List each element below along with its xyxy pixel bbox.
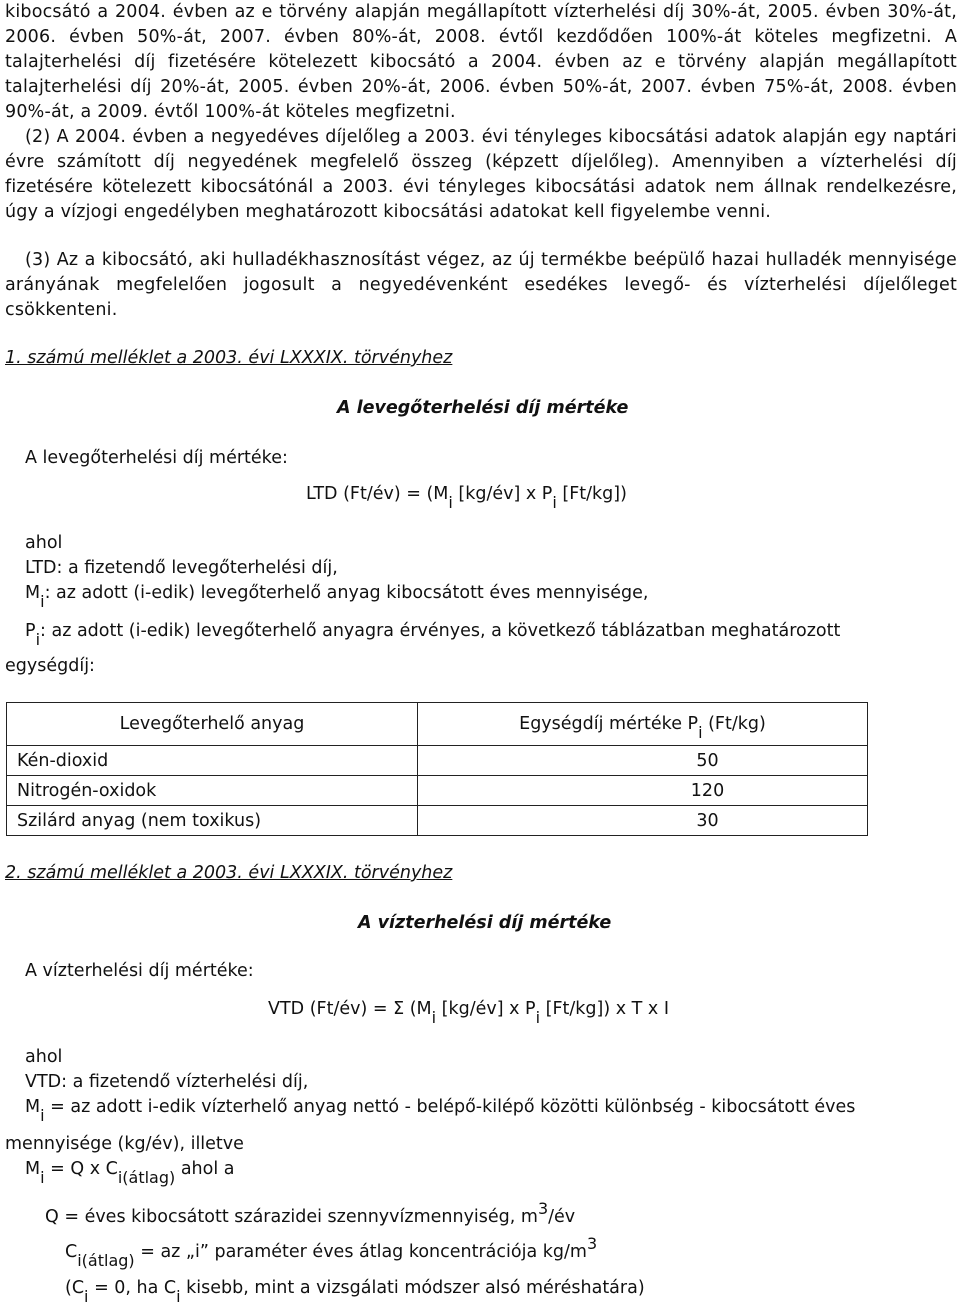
unit-fee-value: 120 [418, 776, 868, 806]
paragraph-3: (3) Az a kibocsátó, aki hulladékhasznosítást végez, az új termékbe beépülő hazai hulladék mennyisége arányának megfelelően jogosult a negyedévenként esedékes levegő- és vízterhelési díjelőleget csökkenteni. [5, 250, 957, 320]
mi-definition-water: $M_i$ = az adott i-edik vízterhelő anyag nettó - belépő-kilépő közötti különbség - kibocsátott éves [25, 1097, 856, 1125]
column-header-unit-fee: Egységdíj mértéke $P_i$ (Ft/kg) [418, 703, 868, 746]
pi-definition: $P_i$: az adott (i-edik) levegőterhelő anyagra érvényes, a következő táblázatban meghatározott [25, 621, 841, 649]
paragraph-1: kibocsátó a 2004. évben az e törvény alapján megállapított vízterhelési díj 30%-át, 2005. évben 30%-át, 2006. évben 50%-át, 2007. évben 80%-át, 2008. évtől kezdődően 100%-át köteles megfizetni. A talajterhelési díj fizetésére kötelezett kibocsátó a 2004. évben az e törvény alapján megállapított talajterhelési díj 20%-át, 2005. évben 20%-át, 2006. évben 50%-át, 2007. évben 75%-át, 2008. évben 90%-át, a 2009. évtől 100%-át köteles megfizetni. [5, 2, 957, 122]
vtd-definition: VTD: a fizetendő vízterhelési díj, [25, 1072, 309, 1092]
mi-equation: $M_i = Q$ x $C_{i(átlag)}$ ahol a [25, 1159, 235, 1187]
annex-1-link[interactable]: 1. számú melléklet a 2003. évi LXXXIX. törvényhez [5, 348, 453, 368]
annex-1-label: A levegőterhelési díj mértéke: [25, 448, 288, 468]
column-header-pollutant: Levegőterhelő anyag [7, 703, 418, 746]
q-definition: Q = éves kibocsátott szárazidei szennyvízmennyiség, $m^3/év$ [45, 1199, 576, 1227]
mi-definition-water-cont: mennyisége (kg/év), illetve [5, 1134, 244, 1154]
unit-fee-value: 50 [418, 746, 868, 776]
annex-2-label: A vízterhelési díj mértéke: [25, 961, 254, 981]
table-row [7, 806, 868, 836]
annex-2-link[interactable]: 2. számú melléklet a 2003. évi LXXXIX. törvényhez [5, 863, 453, 883]
ltd-definition: LTD: a fizetendő levegőterhelési díj, [25, 558, 338, 578]
air-pollutant-table [6, 702, 868, 836]
ahol-label-2: ahol [25, 1047, 63, 1067]
annex-2-title: A vízterhelési díj mértéke [358, 913, 612, 933]
table-row [7, 776, 868, 806]
pollutant-name: Kén-dioxid [7, 746, 418, 776]
c-definition: $C_{i(átlag)}$ = az „i” paraméter éves átlag koncentrációja $kg/m^3$ [65, 1234, 598, 1270]
ltd-formula: LTD (Ft/év) = ($M_i$ [kg/év] x $P_i$ [Ft/kg]) [306, 484, 627, 512]
table-header-row [7, 703, 868, 746]
pi-definition-cont: egységdíj: [5, 656, 95, 676]
ahol-label-1: ahol [25, 533, 63, 553]
table-row [7, 746, 868, 776]
vtd-formula: VTD (Ft/év) = Σ ($M_i$ [kg/év] x $P_i$ [Ft/kg]) x T x I [268, 999, 669, 1027]
c-note: ($C_i = 0$, ha $C_i$ kisebb, mint a vizsgálati módszer alsó méréshatára) [65, 1278, 645, 1306]
annex-1-title: A levegőterhelési díj mértéke [337, 398, 629, 418]
pollutant-name: Szilárd anyag (nem toxikus) [7, 806, 418, 836]
pollutant-name: Nitrogén-oxidok [7, 776, 418, 806]
paragraph-2: (2) A 2004. évben a negyedéves díjelőleg a 2003. évi tényleges kibocsátási adatok alapján egy naptári évre számított díj negyedének megfelelő összeg (képzett díjelőleg). Amennyiben a vízterhelési díj fizetésére kötelezett kibocsátónál a 2003. évi tényleges kibocsátási adatok nem állnak rendelkezésre, úgy a vízjogi engedélyben meghatározott kibocsátási adatokat kell figyelembe venni. [5, 127, 957, 222]
mi-definition-air: $M_i$: az adott (i-edik) levegőterhelő anyag kibocsátott éves mennyisége, [25, 583, 649, 611]
unit-fee-value: 30 [418, 806, 868, 836]
